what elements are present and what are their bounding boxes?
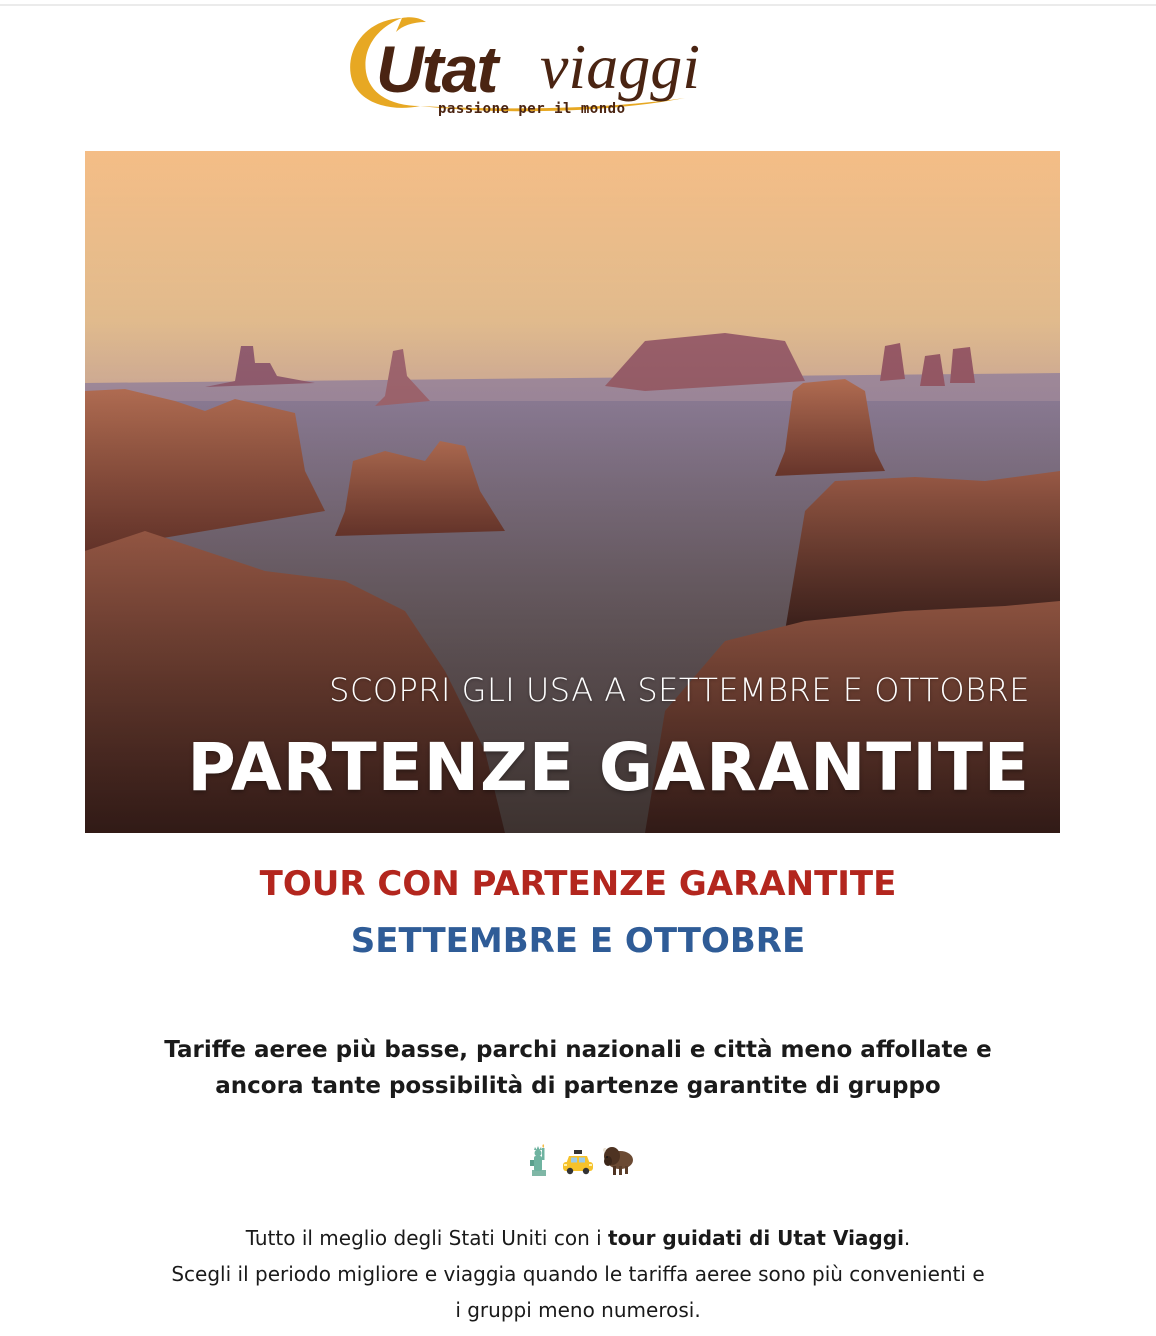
logo-secondary-text: viaggi bbox=[540, 31, 700, 102]
emoji-row bbox=[0, 1142, 1156, 1178]
body-text bbox=[0, 1220, 1156, 1328]
guided-tours-link[interactable]: tour guidati di Utat Viaggi bbox=[608, 1226, 904, 1250]
body-line-1-end: . bbox=[903, 1226, 911, 1250]
period-heading: SETTEMBRE E OTTOBRE bbox=[350, 921, 806, 961]
hero-banner[interactable] bbox=[85, 151, 1060, 833]
body-line-2: Scegli il periodo migliore e viaggia quando le tariffa aeree sono più convenienti e bbox=[171, 1262, 985, 1286]
statue-of-liberty-icon bbox=[520, 1142, 556, 1178]
body-line-1-start: Tutto il meglio degli Stati Uniti con i bbox=[245, 1226, 609, 1250]
utat-viaggi-logo[interactable] bbox=[340, 10, 810, 122]
logo-tagline: passione per il mondo bbox=[438, 101, 626, 117]
intro-text bbox=[0, 1032, 1156, 1104]
hero-subtitle: SCOPRI GLI USA A SETTEMBRE E OTTOBRE bbox=[329, 671, 1030, 709]
logo-main-text: Utat bbox=[376, 32, 497, 106]
top-divider bbox=[0, 4, 1156, 6]
taxi-icon bbox=[560, 1142, 596, 1178]
intro-line-1: Tariffe aeree più basse, parchi nazionali e città meno affollate e bbox=[164, 1037, 992, 1063]
hero-title: PARTENZE GARANTITE bbox=[187, 729, 1030, 806]
body-line-3: i gruppi meno numerosi. bbox=[455, 1298, 701, 1322]
tour-heading: TOUR CON PARTENZE GARANTITE bbox=[259, 864, 897, 904]
intro-line-2: ancora tante possibilità di partenze garantite di gruppo bbox=[215, 1073, 941, 1099]
body-line-1 bbox=[0, 1220, 1156, 1256]
bison-icon bbox=[600, 1142, 636, 1178]
